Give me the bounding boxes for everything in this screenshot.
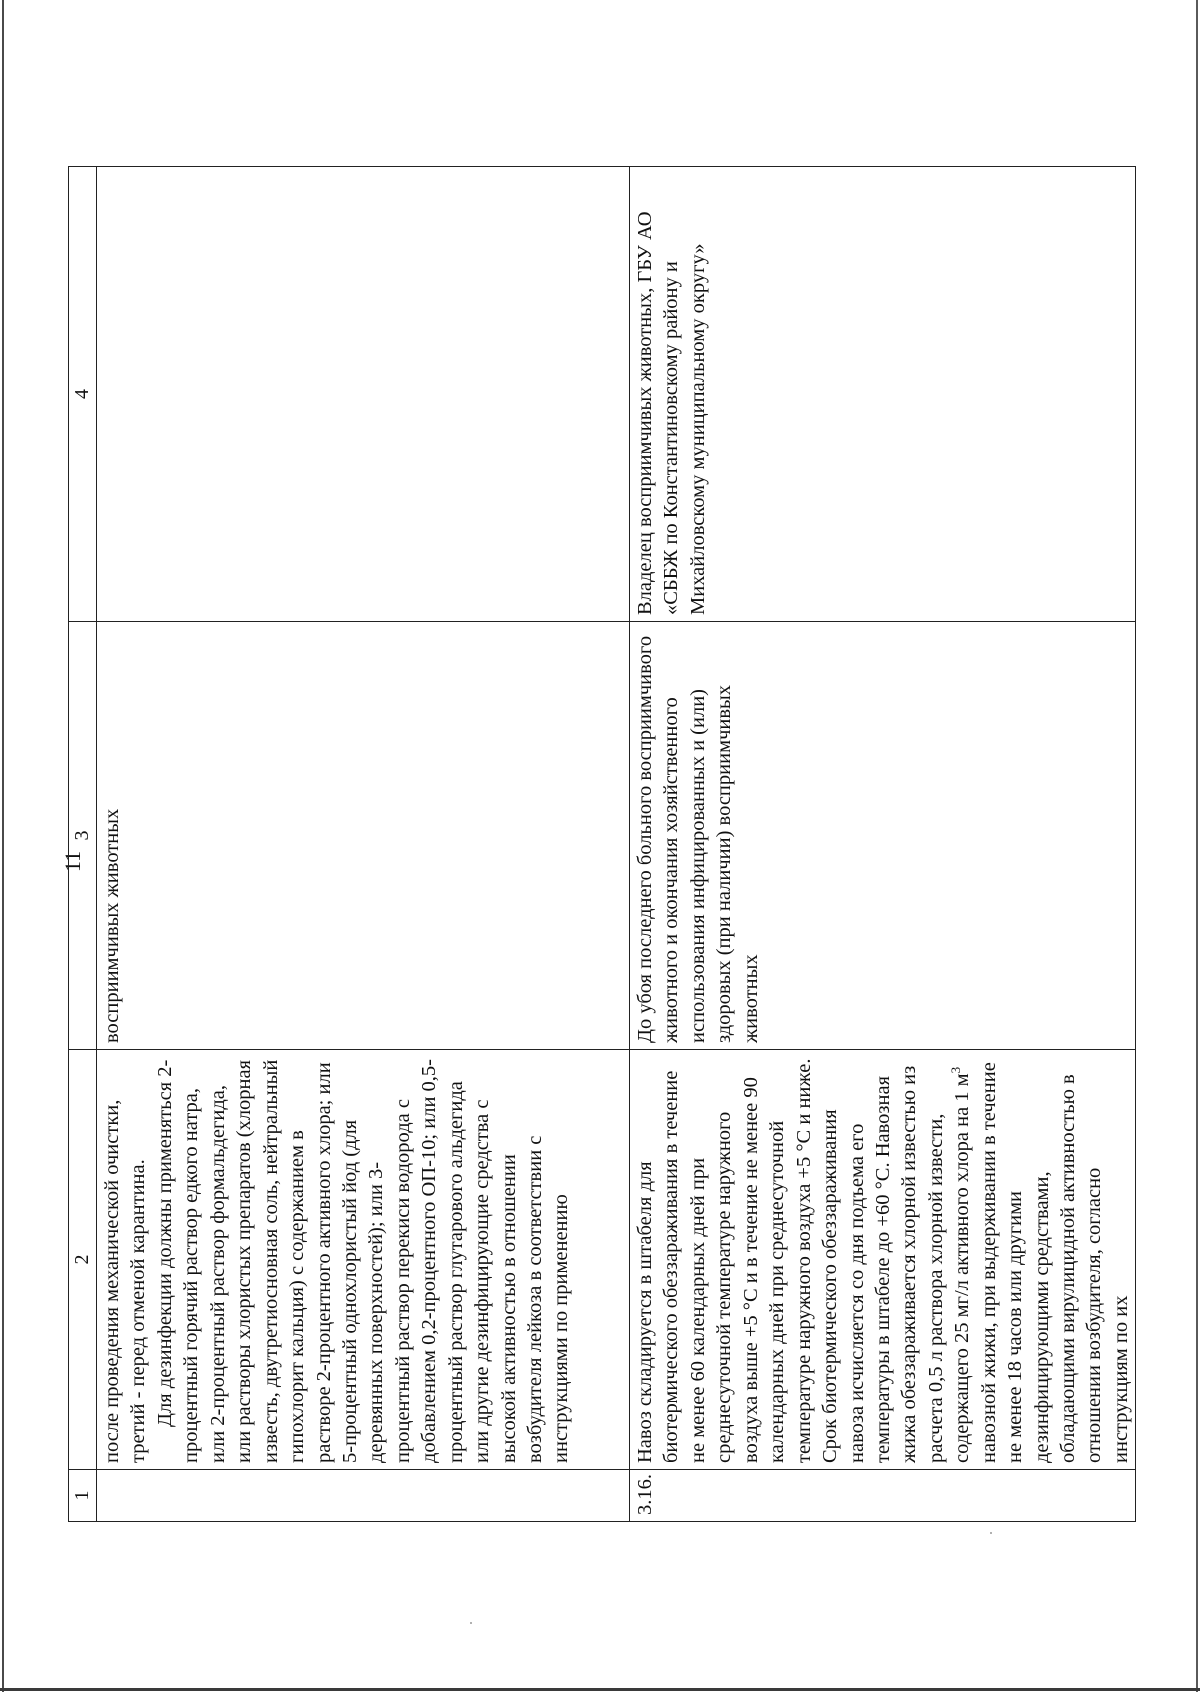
row-number: [97, 1470, 630, 1522]
measure-description: [97, 1050, 630, 1470]
column-header-3: 3: [69, 622, 97, 1050]
column-header-2: 2: [69, 1050, 97, 1470]
row-number: 3.16.: [630, 1470, 1136, 1522]
measure-responsible: [97, 167, 630, 622]
measure-text: Навоз складируется в штабеля для биотермического обеззараживания в течение не менее 60 календарных дней при среднесуточной температуре наружного воздуха выше +5 °С и в течение не менее 90 календарных дней при среднесуточной температуре наружного воздуха +5 °С и ниже. Срок биотермического обеззараживания навоза исчисляется со дня подъема его температуры в штабеле до +60 °С. Навозная жижа обеззараживается хлорной известью из расчета 0,5 л раствора хлорной извести, содержащего 25 мг/л активного хлора на 1 м: [634, 1058, 974, 1463]
table-row: [630, 167, 1136, 1522]
measure-timing: До убоя последнего больного восприимчивого животного и окончания хозяйственного использования инфицированных и (или) здоровых (при наличии) восприимчивых животных: [630, 622, 1136, 1050]
measure-text: после проведения механической очистки, третий - перед отменой карантина.: [101, 1099, 150, 1463]
measure-timing: восприимчивых животных: [97, 622, 630, 1050]
column-header-4: 4: [69, 167, 97, 622]
measure-text: Для дезинфекции должны применяться 2-процентный горячий раствор едкого натра, или 2-процентный раствор формальдегида, или растворы хлористых препаратов (хлорная известь, двутретиосновная соль, нейтральный гипохлорит кальция) с содержанием в растворе 2-процентного активного хлора; или 5-процентный однохлористый йод (для деревянных поверхностей); или 3-процентный раствор перекиси водорода с добавлением 0,2-процентного ОП-10; или 0,5-процентный раствор глутарового альдегида или другие дезинфицирующие средства с высокой активностью в отношении возбудителя лейкоза в соответствии с инструкциями по применению: [153, 1058, 573, 1463]
column-header-1: 1: [69, 1470, 97, 1522]
measure-responsible: Владелец восприимчивых животных, ГБУ АО «СББЖ по Константиновскому району и Михайловскому муниципальному округу»: [630, 167, 1136, 622]
measure-description: [630, 1050, 1136, 1470]
measure-text: навозной жижи, при выдерживании в течение не менее 18 часов или другими дезинфицирующими средствами, обладающими вирулицидной активностью в отношении возбудителя, согласно инструкциям по их: [977, 1062, 1132, 1463]
page-number: 11: [60, 850, 85, 872]
table-row: [97, 167, 630, 1522]
table-header-row: [69, 167, 97, 1522]
measures-table: [68, 166, 1136, 1522]
unit-superscript: 3: [948, 1066, 964, 1074]
